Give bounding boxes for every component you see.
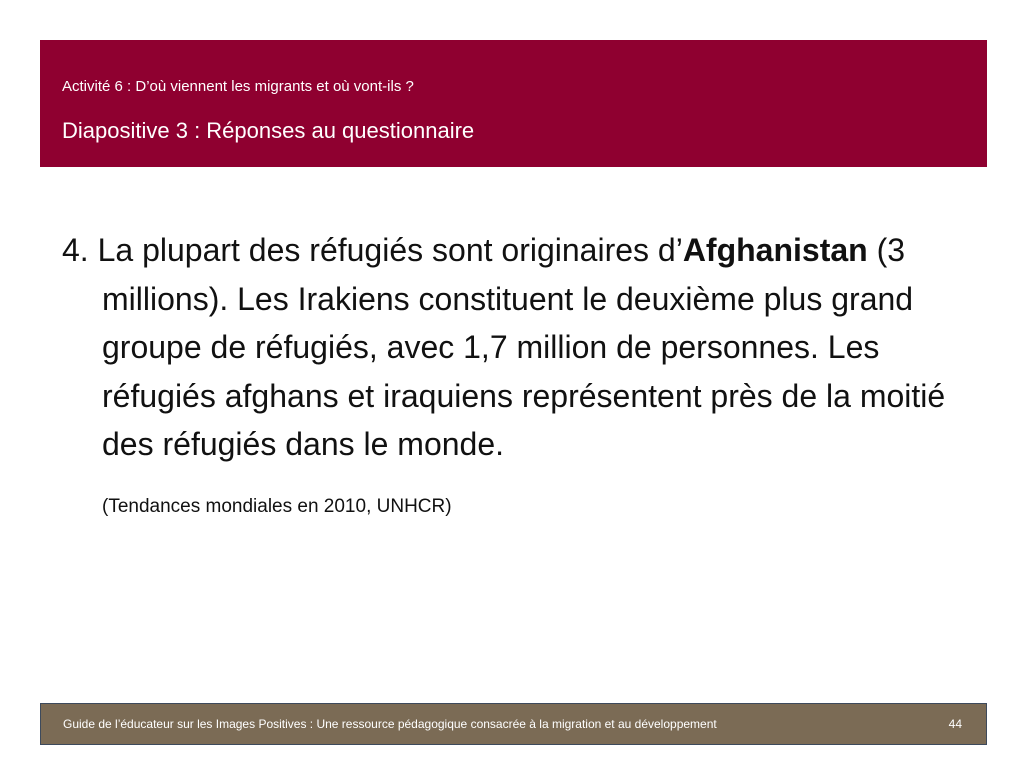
footer-bar (40, 703, 987, 745)
slide-body (62, 226, 962, 518)
slide-title: Diapositive 3 : Réponses au questionnaire (62, 118, 475, 143)
activity-label: Activité 6 : D’où viennent les migrants et où vont-ils ? (62, 78, 414, 95)
footer-text: Guide de l’éducateur sur les Images Positives : Une ressource pédagogique consacrée à la migration et au développement (63, 717, 717, 731)
source-citation: (Tendances mondiales en 2010, UNHCR) (102, 495, 452, 517)
page-number: 44 (948, 717, 962, 731)
header-banner (40, 40, 987, 167)
answer-text-after: (3 millions). Les Irakiens constituent le deuxième plus grand groupe de réfugiés, avec 1,7 million de personnes. Les réfugiés afghans et iraquiens représentent près de la moitié des réfugiés dans le monde. (102, 232, 946, 462)
answer-text-before: La plupart des réfugiés sont originaires d’ (88, 232, 683, 268)
answer-number: 4. (62, 232, 89, 268)
answer-paragraph (62, 226, 962, 469)
answer-emphasis: Afghanistan (682, 232, 868, 268)
